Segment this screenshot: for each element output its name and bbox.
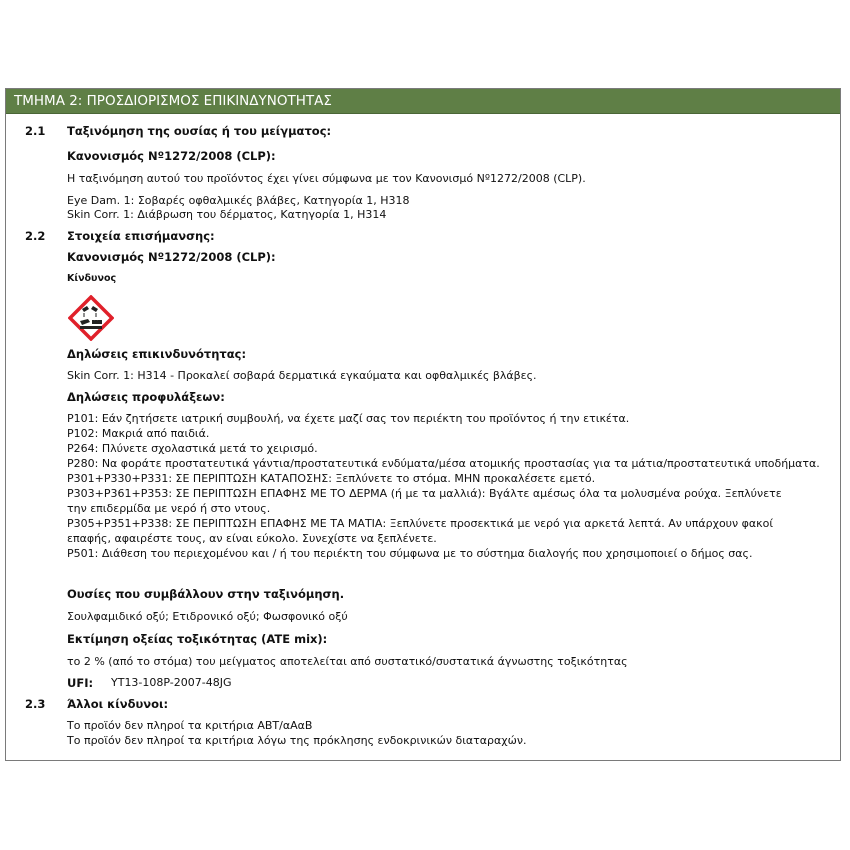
precaution-line: P303+P361+P353: ΣΕ ΠΕΡΙΠΤΩΣΗ ΕΠΑΦΗΣ ΜΕ ΤΟ ΔΕΡΜΑ (ή με τα μαλλιά): Βγάλτε αμέσως όλα τα μολυσμένα ρούχα. Ξεπλύνετε	[67, 487, 782, 500]
hazard-statements-heading: Δηλώσεις επικινδυνότητας:	[67, 347, 247, 361]
ate-heading: Εκτίμηση οξείας τοξικότητας (ATE mix):	[67, 632, 328, 646]
section-header: ΤΜΗΜΑ 2: ΠΡΟΣΔΙΟΡΙΣΜΟΣ ΕΠΙΚΙΝΔΥΝΟΤΗΤΑΣ	[6, 89, 840, 114]
regulation-heading-2-1: Κανονισμός Nº1272/2008 (CLP):	[67, 149, 276, 163]
hazard-statement: Skin Corr. 1: H314 - Προκαλεί σοβαρά δερματικά εγκαύματα και οφθαλμικές βλάβες.	[67, 369, 537, 382]
corrosion-pictogram-icon	[68, 295, 114, 341]
subsection-number-2-2: 2.2	[25, 229, 46, 243]
contributing-substances: Σουλφαμιδικό οξύ; Ετιδρονικό οξύ; Φωσφονικό οξύ	[67, 610, 348, 623]
precautionary-statements-heading: Δηλώσεις προφυλάξεων:	[67, 390, 225, 404]
classification-statement: Η ταξινόμηση αυτού του προϊόντος έχει γίνει σύμφωνα με τον Κανονισμό Nº1272/2008 (CLP).	[67, 172, 586, 185]
precaution-line: P301+P330+P331: ΣΕ ΠΕΡΙΠΤΩΣΗ ΚΑΤΑΠΟΣΗΣ: Ξεπλύνετε το στόμα. ΜΗΝ προκαλέσετε εμετό.	[67, 472, 596, 485]
ufi-label: UFI:	[67, 676, 94, 690]
subsection-heading-2-2: Στοιχεία επισήμανσης:	[67, 229, 215, 243]
precaution-line: την επιδερμίδα με νερό ή στο ντους.	[67, 502, 271, 515]
other-hazards-line: Το προϊόν δεν πληροί τα κριτήρια ΑΒΤ/αΑαΒ	[67, 719, 313, 732]
precaution-line: P280: Να φοράτε προστατευτικά γάντια/προστατευτικά ενδύματα/μέσα ατομικής προστασίας για τα μάτια/προστατευτικά υποδήματα.	[67, 457, 820, 470]
signal-word: Κίνδυνος	[67, 273, 117, 284]
contributing-substances-heading: Ουσίες που συμβάλλουν στην ταξινόμηση.	[67, 587, 345, 601]
subsection-heading-2-1: Ταξινόμηση της ουσίας ή του μείγματος:	[67, 124, 332, 138]
regulation-heading-2-2: Κανονισμός Nº1272/2008 (CLP):	[67, 250, 276, 264]
precaution-line: P264: Πλύνετε σχολαστικά μετά το χειρισμό.	[67, 442, 318, 455]
subsection-number-2-3: 2.3	[25, 697, 46, 711]
subsection-heading-2-3: Άλλοι κίνδυνοι:	[67, 697, 169, 711]
ufi-value: YT13-108P-2007-48JG	[111, 676, 232, 689]
precaution-line: P501: Διάθεση του περιεχομένου και / ή του περιέκτη του σύμφωνα με το σύστημα διαλογής που χρησιμοποιεί ο δήμος σας.	[67, 547, 753, 560]
precaution-line: P101: Εάν ζητήσετε ιατρική συμβουλή, να έχετε μαζί σας τον περιέκτη του προϊόντος ή την ετικέτα.	[67, 412, 630, 425]
subsection-number-2-1: 2.1	[25, 124, 46, 138]
ate-text: το 2 % (από το στόμα) του μείγματος αποτελείται από συστατικό/συστατικά άγνωστης τοξικότητας	[67, 655, 628, 668]
classification-line: Skin Corr. 1: Διάβρωση του δέρματος, Κατηγορία 1, H314	[67, 208, 387, 221]
classification-line: Eye Dam. 1: Σοβαρές οφθαλμικές βλάβες, Κατηγορία 1, H318	[67, 194, 410, 207]
other-hazards-line: Το προϊόν δεν πληροί τα κριτήρια λόγω της πρόκλησης ενδοκρινικών διαταραχών.	[67, 734, 527, 747]
precaution-line: P305+P351+P338: ΣΕ ΠΕΡΙΠΤΩΣΗ ΕΠΑΦΗΣ ΜΕ ΤΑ ΜΑΤΙΑ: Ξεπλύνετε προσεκτικά με νερό για αρκετά λεπτά. Αν υπάρχουν φακοί	[67, 517, 774, 530]
precaution-line: επαφής, αφαιρέστε τους, αν είναι εύκολο. Συνεχίστε να ξεπλένετε.	[67, 532, 437, 545]
precaution-line: P102: Μακριά από παιδιά.	[67, 427, 210, 440]
